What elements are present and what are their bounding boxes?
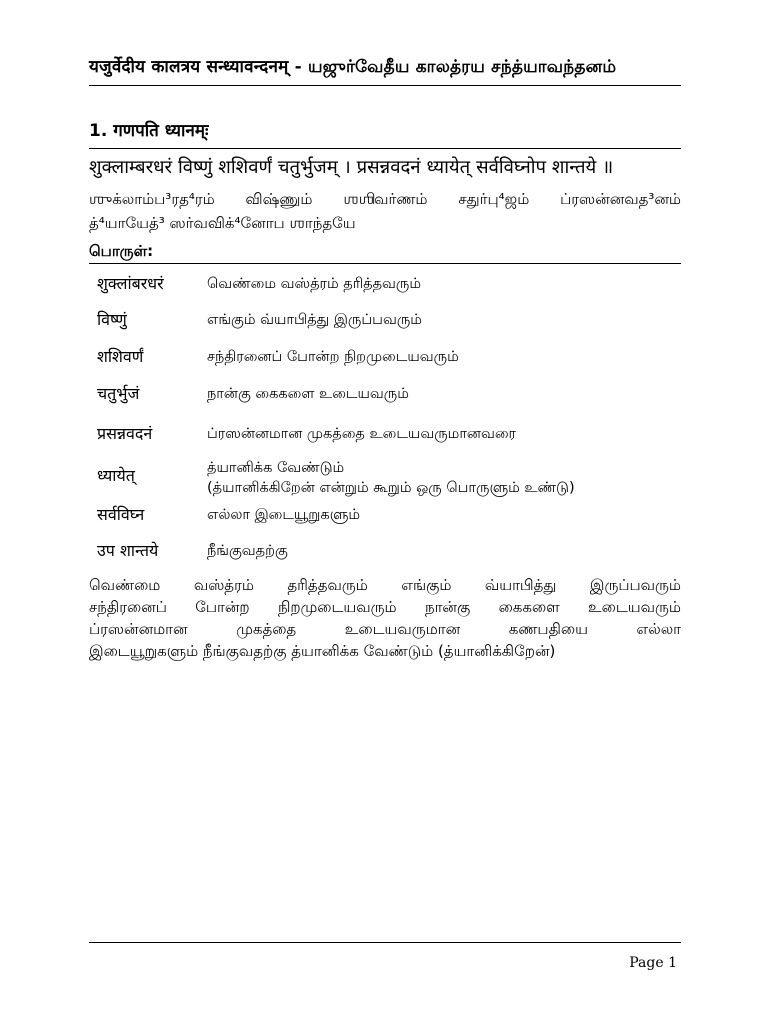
gloss-meaning: ப்ரஸன்னமான முகத்தை உடையவருமானவரை	[207, 426, 517, 442]
summary-line: சந்திரனைப் போன்ற நிறமுடையவரும் நான்கு கைகளை உடையவரும்	[89, 598, 681, 616]
gloss-meaning: சந்திரனைப் போன்ற நிறமுடையவரும்	[207, 349, 459, 365]
word-meaning-table	[89, 264, 681, 573]
meaning-label: பொருள்:	[89, 242, 154, 260]
gloss-meaning-note: (த்யானிக்கிறேன் என்றும் கூறும் ஒரு பொருளும் உண்டு)	[207, 480, 575, 496]
document-page	[89, 0, 681, 1024]
gloss-meaning: வெண்மை வஸ்த்ரம் தரித்தவரும்	[207, 276, 422, 292]
table-row	[89, 422, 681, 458]
gloss-term: सर्वविघ्न	[97, 505, 145, 524]
gloss-term: प्रसन्नवदनं	[97, 424, 153, 443]
gloss-term: शुक्लांबरधरं	[97, 274, 164, 293]
sloka-tamil-line: ஶுக்லாம்ப³ரத⁴ரம் விஷ்ணும் ஶஶிவர்ணம் சதுர்பு⁴ஜம் ப்ரஸன்னவத³னம்	[89, 190, 681, 208]
gloss-term: उप शान्तये	[97, 541, 159, 560]
section-divider	[89, 148, 681, 149]
page-number: Page 1	[629, 955, 677, 971]
summary-line: இடையூறுகளும் நீங்குவதற்கு த்யானிக்க வேண்டும் (த்யானிக்கிறேன்)	[89, 642, 556, 660]
table-row	[89, 382, 681, 422]
gloss-meaning: எங்கும் வ்யாபித்து இருப்பவரும்	[207, 312, 422, 328]
table-row	[89, 503, 681, 539]
gloss-meaning: நான்கு கைகளை உடையவரும்	[207, 386, 409, 402]
gloss-term: विष्णुं	[97, 310, 127, 329]
table-row	[89, 308, 681, 345]
summary-paragraph	[89, 574, 681, 662]
sloka-tamil-line: த்⁴யாயேத்³ ஸர்வவிக்⁴னோப ஶாந்தயே	[89, 214, 356, 232]
gloss-meaning: நீங்குவதற்கு	[207, 543, 288, 559]
sloka-devanagari: शुक्लाम्बरधरं विष्णुं शशिवर्णं चतुर्भुजम् । प्रसन्नवदनं ध्यायेत् सर्वविघ्नोप शान्तये ॥	[89, 157, 614, 178]
gloss-term: ध्यायेत्	[97, 466, 135, 485]
sloka-tamil-transliteration	[89, 187, 681, 235]
gloss-term: शशिवर्णं	[97, 347, 144, 366]
footer-divider	[89, 942, 681, 943]
document-header-title: यजुर्वेदीय कालत्रय सन्ध्यावन्दनम् - யஜுர்வேதீய காலத்ரய சந்த்யாவந்தனம்	[89, 57, 617, 77]
gloss-meaning-block	[207, 458, 681, 498]
table-row	[89, 345, 681, 382]
header-divider	[89, 85, 681, 86]
summary-line: வெண்மை வஸ்த்ரம் தரித்தவரும் எங்கும் வ்யாபித்து இருப்பவரும்	[89, 576, 681, 594]
gloss-term: चतुर्भुजं	[97, 384, 140, 403]
table-row	[89, 539, 681, 573]
summary-line: ப்ரஸன்னமான முகத்தை உடையவருமான கணபதியை எல்லா	[89, 620, 681, 638]
table-row	[89, 272, 681, 308]
section-title: 1. गणपति ध्यानम्ः	[89, 121, 209, 141]
table-row	[89, 458, 681, 503]
gloss-meaning: எல்லா இடையூறுகளும்	[207, 507, 361, 523]
gloss-meaning: த்யானிக்க வேண்டும்	[207, 460, 345, 476]
